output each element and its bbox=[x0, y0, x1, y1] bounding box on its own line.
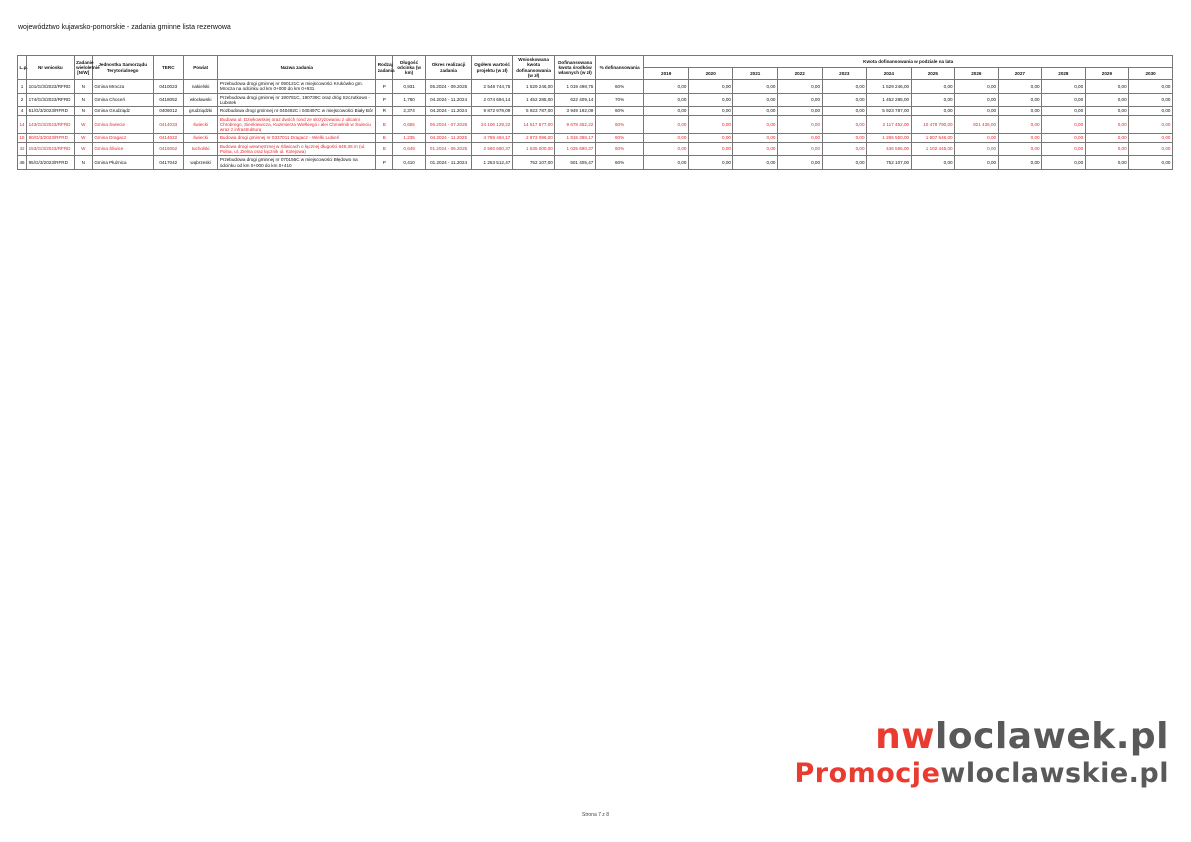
cell-rodzaj: R bbox=[376, 107, 393, 115]
cell-okres: 06.2024 - 07.2026 bbox=[425, 115, 472, 134]
cell-year-amount: 5 923 787,00 bbox=[867, 107, 912, 115]
cell-procent: 70% bbox=[595, 93, 644, 107]
cell-year-amount: 0,00 bbox=[955, 80, 999, 94]
cell-year-amount: 0,00 bbox=[1129, 107, 1173, 115]
table-row bbox=[18, 93, 1173, 107]
cell-wklad: 1 025 690,37 bbox=[555, 142, 595, 156]
cell-year-amount: 0,00 bbox=[777, 107, 822, 115]
cell-rodzaj: B bbox=[376, 134, 393, 142]
cell-wnioskowana: 1 535 000,00 bbox=[512, 142, 555, 156]
col-kwota-group: Kwota dofinansowania w podziale na lata bbox=[644, 56, 1173, 68]
cell-dlugosc: 1,780 bbox=[393, 93, 425, 107]
cell-year-amount: 0,00 bbox=[1085, 134, 1129, 142]
col-year: 2025 bbox=[911, 68, 955, 80]
col-procent: % dofinansowania bbox=[595, 56, 644, 80]
cell-year-amount: 0,00 bbox=[911, 80, 955, 94]
cell-dlugosc: 0,931 bbox=[393, 80, 425, 94]
cell-year-amount: 0,00 bbox=[998, 93, 1042, 107]
cell-okres: 01.2024 - 06.2025 bbox=[425, 142, 472, 156]
cell-year-amount: 0,00 bbox=[1129, 80, 1173, 94]
cell-okres: 04.2024 - 11.2025 bbox=[425, 134, 472, 142]
cell-year-amount: 0,00 bbox=[955, 107, 999, 115]
col-rodzaj: Rodzaj zadania bbox=[376, 56, 393, 80]
cell-nazwa: Budowa drogi gminnej nr 0337011 Dragacz - Wielki Lubień bbox=[218, 134, 376, 142]
cell-year-amount: 0,00 bbox=[733, 134, 778, 142]
cell-terc: 0414033 bbox=[153, 115, 183, 134]
watermark-promocje: Promocjewloclawskie.pl bbox=[794, 758, 1169, 789]
cell-year-amount: 0,00 bbox=[911, 156, 955, 170]
cell-year-amount: 0,00 bbox=[998, 80, 1042, 94]
cell-dlugosc: 0,649 bbox=[393, 142, 425, 156]
cell-nr-wniosku: 51/G/3/2023/RFRD bbox=[27, 107, 75, 115]
cell-year-amount: 1 452 285,00 bbox=[867, 93, 912, 107]
cell-okres: 04.2024 - 11.2024 bbox=[425, 93, 472, 107]
cell-year-amount: 1 529 246,00 bbox=[867, 80, 912, 94]
cell-year-amount: 0,00 bbox=[998, 142, 1042, 156]
reserve-list-table-wrapper bbox=[17, 55, 1173, 170]
cell-year-amount: 0,00 bbox=[822, 93, 867, 107]
cell-powiat: tucholski bbox=[183, 142, 217, 156]
cell-year-amount: 0,00 bbox=[1042, 80, 1086, 94]
cell-dlugosc: 2,374 bbox=[393, 107, 425, 115]
cell-year-amount: 0,00 bbox=[688, 156, 733, 170]
cell-year-amount: 0,00 bbox=[644, 142, 689, 156]
cell-wklad: 9 678 452,22 bbox=[555, 115, 595, 134]
cell-procent: 60% bbox=[595, 134, 644, 142]
cell-wartosc: 2 548 744,75 bbox=[472, 80, 512, 94]
cell-wartosc: 2 074 694,14 bbox=[472, 93, 512, 107]
col-year: 2021 bbox=[733, 68, 778, 80]
col-powiat: Powiat bbox=[183, 56, 217, 80]
cell-dlugosc: 1,235 bbox=[393, 134, 425, 142]
cell-year-amount: 0,00 bbox=[955, 134, 999, 142]
cell-nr-wniosku: 101/G/3/2023/RFRD bbox=[27, 80, 75, 94]
cell-year-amount: 921 435,00 bbox=[955, 115, 999, 134]
cell-terc: 0418052 bbox=[153, 93, 183, 107]
cell-year-amount: 0,00 bbox=[1042, 107, 1086, 115]
cell-powiat: wąbrzeski bbox=[183, 156, 217, 170]
cell-year-amount: 0,00 bbox=[1085, 80, 1129, 94]
cell-wieloletnie: W bbox=[74, 134, 92, 142]
cell-year-amount: 0,00 bbox=[1042, 115, 1086, 134]
cell-year-amount: 0,00 bbox=[688, 134, 733, 142]
col-wartosc: Ogółem wartość projektu (w zł) bbox=[472, 56, 512, 80]
cell-wklad: 501 405,47 bbox=[555, 156, 595, 170]
cell-powiat: świecki bbox=[183, 134, 217, 142]
cell-year-amount: 0,00 bbox=[688, 115, 733, 134]
cell-year-amount: 0,00 bbox=[777, 93, 822, 107]
cell-year-amount: 0,00 bbox=[911, 107, 955, 115]
cell-year-amount: 1 265 550,00 bbox=[867, 134, 912, 142]
cell-year-amount: 0,00 bbox=[822, 80, 867, 94]
table-body bbox=[18, 80, 1173, 170]
table-row bbox=[18, 80, 1173, 94]
col-year: 2026 bbox=[955, 68, 999, 80]
cell-year-amount: 0,00 bbox=[733, 107, 778, 115]
cell-year-amount: 0,00 bbox=[777, 142, 822, 156]
col-lp: L.p. bbox=[18, 56, 27, 80]
cell-year-amount: 0,00 bbox=[1129, 115, 1173, 134]
cell-rodzaj: B bbox=[376, 115, 393, 134]
cell-year-amount: 0,00 bbox=[733, 115, 778, 134]
cell-year-amount: 1 607 546,00 bbox=[911, 134, 955, 142]
cell-wartosc: 2 560 690,37 bbox=[472, 142, 512, 156]
cell-year-amount: 0,00 bbox=[733, 93, 778, 107]
cell-wieloletnie: N bbox=[74, 93, 92, 107]
cell-nazwa: Przebudowa drogi gminnej nr 090121C w miejscowości Krukówko gm. Mrocza na odcinku od km 0+000 do km 0+931 bbox=[218, 80, 376, 94]
watermark-nwloclawek: nwloclawek.pl bbox=[875, 716, 1169, 757]
cell-year-amount: 0,00 bbox=[822, 107, 867, 115]
col-year: 2019 bbox=[644, 68, 689, 80]
page-number: Strona 7 z 8 bbox=[582, 812, 609, 818]
cell-procent: 60% bbox=[595, 115, 644, 134]
cell-nr-wniosku: 174/G/3/2023/RFRD bbox=[27, 93, 75, 107]
cell-year-amount: 0,00 bbox=[1042, 156, 1086, 170]
cell-jst: Gmina Choceń bbox=[92, 93, 153, 107]
cell-okres: 05.2024 - 09.2025 bbox=[425, 80, 472, 94]
cell-year-amount: 0,00 bbox=[1129, 93, 1173, 107]
cell-procent: 60% bbox=[595, 80, 644, 94]
cell-year-amount: 0,00 bbox=[733, 142, 778, 156]
cell-year-amount: 0,00 bbox=[1042, 93, 1086, 107]
cell-year-amount: 0,00 bbox=[688, 80, 733, 94]
cell-nr-wniosku: 90/G/3/2023/RFRD bbox=[27, 134, 75, 142]
cell-year-amount: 0,00 bbox=[1129, 156, 1173, 170]
cell-year-amount: 0,00 bbox=[777, 156, 822, 170]
cell-terc: 0416052 bbox=[153, 142, 183, 156]
cell-nr-wniosku: 95/G/3/2023/RFRD bbox=[27, 156, 75, 170]
cell-year-amount: 0,00 bbox=[822, 142, 867, 156]
cell-terc: 0406012 bbox=[153, 107, 183, 115]
cell-jst: Gmina Dragacz bbox=[92, 134, 153, 142]
col-dlugosc: Długość odcinka (w km) bbox=[393, 56, 425, 80]
col-year: 2027 bbox=[998, 68, 1042, 80]
cell-year-amount: 0,00 bbox=[688, 107, 733, 115]
cell-okres: 04.2024 - 11.2024 bbox=[425, 107, 472, 115]
cell-wnioskowana: 752 107,00 bbox=[512, 156, 555, 170]
col-year: 2024 bbox=[867, 68, 912, 80]
cell-year-amount: 0,00 bbox=[1085, 107, 1129, 115]
cell-year-amount: 0,00 bbox=[955, 93, 999, 107]
cell-wieloletnie: N bbox=[74, 107, 92, 115]
table-row bbox=[18, 134, 1173, 142]
cell-powiat: nakielski bbox=[183, 80, 217, 94]
col-year: 2020 bbox=[688, 68, 733, 80]
cell-procent: 60% bbox=[595, 142, 644, 156]
cell-powiat: grudziądzki bbox=[183, 107, 217, 115]
col-nazwa: Nazwa zadania bbox=[218, 56, 376, 80]
cell-jst: Gmina Mrocza bbox=[92, 80, 153, 94]
cell-year-amount: 0,00 bbox=[1085, 115, 1129, 134]
cell-rodzaj: P bbox=[376, 156, 393, 170]
cell-wnioskowana: 1 529 246,00 bbox=[512, 80, 555, 94]
col-wklad: Dofinansowana kwota środków własnych (w zł) bbox=[555, 56, 595, 80]
cell-wieloletnie: N bbox=[74, 156, 92, 170]
col-year: 2030 bbox=[1129, 68, 1173, 80]
cell-year-amount: 0,00 bbox=[688, 93, 733, 107]
table-row bbox=[18, 107, 1173, 115]
cell-rodzaj: P bbox=[376, 80, 393, 94]
cell-dlugosc: 0,655 bbox=[393, 115, 425, 134]
cell-rodzaj: B bbox=[376, 142, 393, 156]
cell-lp: 46 bbox=[18, 156, 27, 170]
col-year: 2029 bbox=[1085, 68, 1129, 80]
cell-dlugosc: 0,410 bbox=[393, 156, 425, 170]
cell-lp: 32 bbox=[18, 142, 27, 156]
reserve-list-table bbox=[17, 55, 1173, 170]
cell-procent: 60% bbox=[595, 107, 644, 115]
cell-lp: 15 bbox=[19, 135, 25, 141]
cell-lp: 4 bbox=[18, 107, 27, 115]
cell-year-amount: 0,00 bbox=[688, 142, 733, 156]
cell-year-amount: 1 102 445,00 bbox=[911, 142, 955, 156]
cell-year-amount: 0,00 bbox=[955, 142, 999, 156]
cell-nazwa: Przebudowa drogi gminnej nr 070156C w miejscowości Błędowo na odcinku od km 0+000 do km 0+410 bbox=[218, 156, 376, 170]
cell-year-amount: 0,00 bbox=[1042, 134, 1086, 142]
cell-year-amount: 0,00 bbox=[1129, 142, 1173, 156]
cell-year-amount: 0,00 bbox=[1042, 142, 1086, 156]
table-row bbox=[18, 156, 1173, 170]
cell-year-amount: 0,00 bbox=[777, 80, 822, 94]
cell-year-amount: 0,00 bbox=[1085, 93, 1129, 107]
cell-year-amount: 0,00 bbox=[644, 115, 689, 134]
cell-terc: 0414022 bbox=[153, 134, 183, 142]
cell-year-amount: 0,00 bbox=[998, 107, 1042, 115]
page-title: województwo kujawsko-pomorskie - zadania gminne lista rezerwowa bbox=[18, 24, 231, 31]
cell-year-amount: 2 117 452,00 bbox=[867, 115, 912, 134]
col-year: 2028 bbox=[1042, 68, 1086, 80]
cell-year-amount: 0,00 bbox=[911, 93, 955, 107]
cell-year-amount: 0,00 bbox=[1129, 134, 1173, 142]
cell-procent: 60% bbox=[595, 156, 644, 170]
cell-lp: 1 bbox=[18, 80, 27, 94]
cell-wartosc: 9 872 979,09 bbox=[472, 107, 512, 115]
cell-year-amount: 10 478 790,00 bbox=[911, 115, 955, 134]
cell-year-amount: 0,00 bbox=[777, 134, 822, 142]
col-wnioskowana: Wnioskowana kwota dofinansowania (w zł) bbox=[512, 56, 555, 80]
cell-nazwa: Przebudowa drogi gminnej nr 190781C, 190739C oraz dróg Szczutkowo - Lubotek bbox=[218, 93, 376, 107]
cell-powiat: włocławski bbox=[183, 93, 217, 107]
col-okres: Okres realizacji zadania bbox=[425, 56, 472, 80]
cell-lp: 2 bbox=[18, 93, 27, 107]
table-row bbox=[18, 142, 1173, 156]
cell-wieloletnie: W bbox=[74, 115, 92, 134]
cell-wklad: 1 915 398,17 bbox=[555, 134, 595, 142]
cell-year-amount: 0,00 bbox=[955, 156, 999, 170]
col-terc: TERC bbox=[153, 56, 183, 80]
cell-year-amount: 0,00 bbox=[998, 115, 1042, 134]
col-year: 2022 bbox=[777, 68, 822, 80]
col-jst: Jednostka Samorządu Terytorialnego bbox=[92, 56, 153, 80]
cell-year-amount: 0,00 bbox=[1085, 142, 1129, 156]
cell-wklad: 622 409,14 bbox=[555, 93, 595, 107]
cell-year-amount: 752 107,00 bbox=[867, 156, 912, 170]
cell-wartosc: 1 253 512,47 bbox=[472, 156, 512, 170]
cell-year-amount: 0,00 bbox=[822, 134, 867, 142]
col-year: 2023 bbox=[822, 68, 867, 80]
table-row bbox=[18, 115, 1173, 134]
cell-okres: 01.2024 - 11.2024 bbox=[425, 156, 472, 170]
cell-year-amount: 0,00 bbox=[644, 156, 689, 170]
cell-year-amount: 0,00 bbox=[644, 80, 689, 94]
cell-year-amount: 0,00 bbox=[998, 134, 1042, 142]
cell-wnioskowana: 14 517 677,00 bbox=[512, 115, 555, 134]
header-row-1 bbox=[18, 56, 1173, 68]
cell-wnioskowana: 5 923 787,00 bbox=[512, 107, 555, 115]
cell-lp: 14 bbox=[18, 115, 27, 134]
cell-year-amount: 0,00 bbox=[1085, 156, 1129, 170]
cell-wartosc: 4 788 494,17 bbox=[472, 134, 512, 142]
cell-year-amount: 0,00 bbox=[644, 107, 689, 115]
cell-powiat: świecki bbox=[183, 115, 217, 134]
cell-year-amount: 0,00 bbox=[998, 156, 1042, 170]
cell-year-amount: 436 555,00 bbox=[867, 142, 912, 156]
cell-rodzaj: P bbox=[376, 93, 393, 107]
cell-wnioskowana: 1 452 285,00 bbox=[512, 93, 555, 107]
cell-wnioskowana: 2 873 096,00 bbox=[512, 134, 555, 142]
cell-year-amount: 0,00 bbox=[644, 93, 689, 107]
cell-wklad: 1 019 498,75 bbox=[555, 80, 595, 94]
cell-wartosc: 24 106 129,22 bbox=[472, 115, 512, 134]
cell-wieloletnie: W bbox=[74, 142, 92, 156]
cell-jst: Gmina Śliwice bbox=[92, 142, 153, 156]
col-nr-wniosku: Nr wniosku bbox=[27, 56, 75, 80]
cell-year-amount: 0,00 bbox=[777, 115, 822, 134]
cell-jst: Gmina Grudziądz bbox=[92, 107, 153, 115]
cell-jst: Gmina Płużnica bbox=[92, 156, 153, 170]
col-zadanie-wieloletnie: Zadanie wieloletnie [N/W] bbox=[74, 56, 92, 80]
cell-nr-wniosku: 153/G/3/2023/RFRD bbox=[27, 142, 75, 156]
cell-jst: Gmina Świecie bbox=[92, 115, 153, 134]
cell-wklad: 3 949 192,09 bbox=[555, 107, 595, 115]
cell-year-amount: 0,00 bbox=[644, 134, 689, 142]
cell-nazwa: Rozbudowa drogi gminnej nr 040492C i 040497C w miejscowości Biały Bór bbox=[218, 107, 376, 115]
cell-year-amount: 0,00 bbox=[733, 156, 778, 170]
cell-year-amount: 0,00 bbox=[822, 156, 867, 170]
cell-wieloletnie: N bbox=[74, 80, 92, 94]
cell-terc: 0410023 bbox=[153, 80, 183, 94]
cell-nr-wniosku: 143/G/3/2023/RFRD bbox=[27, 115, 75, 134]
cell-year-amount: 0,00 bbox=[822, 115, 867, 134]
cell-year-amount: 0,00 bbox=[733, 80, 778, 94]
cell-nazwa: Budowa ul. Dziękowskiej oraz dwóch rond ze skrzyżowaniu z ulicami Chrobrego, Sienkiewicza, Kazimierza Wielkiego i alei Chmielnik w Świeciu wraz z infrastrukturą bbox=[218, 115, 376, 134]
cell-terc: 0417042 bbox=[153, 156, 183, 170]
cell-nazwa: Budowa drogi wewnętrznej w Śliwicach o łącznej długości 649,36 m (ul. Polna, ul. Zielna oraz łącznik ul. Kolejowa) bbox=[218, 142, 376, 156]
